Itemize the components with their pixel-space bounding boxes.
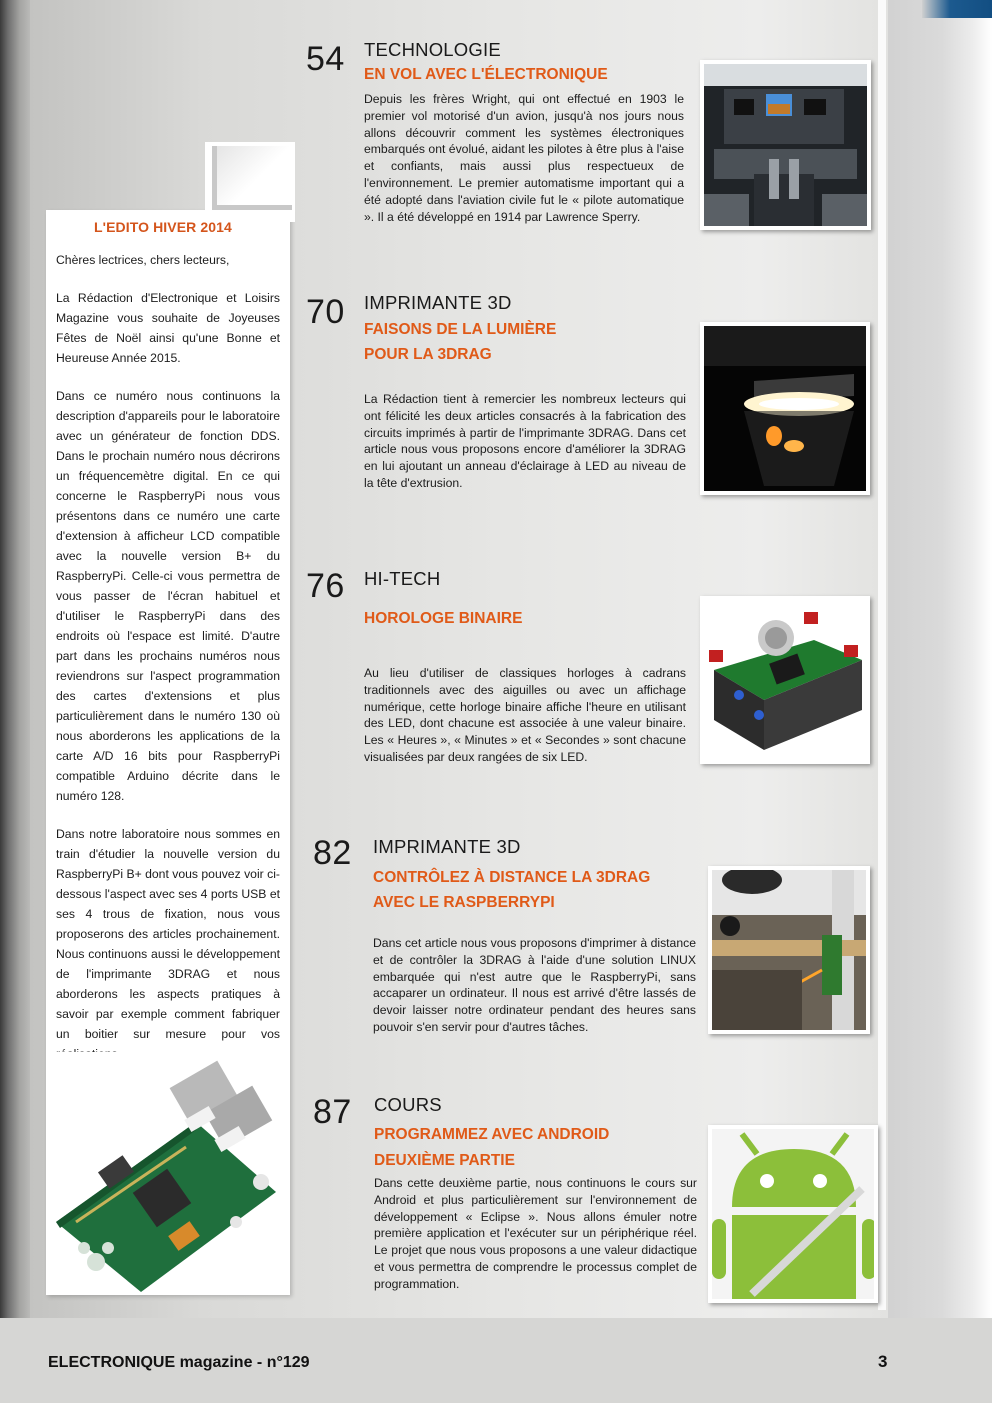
article-category: HI-TECH xyxy=(364,568,441,589)
article-category: TECHNOLOGIE xyxy=(364,39,501,60)
edito-title: L'EDITO HIVER 2014 xyxy=(94,219,232,235)
document-icon xyxy=(212,146,292,210)
cover-corner xyxy=(922,0,992,18)
article-category: IMPRIMANTE 3D xyxy=(364,292,512,313)
led-ring-photo xyxy=(700,322,870,495)
article-summary: Au lieu d'utiliser de classiques horloges à cadrans traditionnels avec des aiguilles ou avec un affichage numérique, cette horloge binaire affiche l'heure en utilisant des LED, dont chacune est associée à une valeur binaire. Les « Heures », « Minutes » et « Secondes » sont chacune visualisées par deux rangées de six LED. xyxy=(364,666,686,764)
article-page-number: 54 xyxy=(306,40,345,78)
article-summary: La Rédaction tient à remercier les nombreux lecteurs qui ont félicité les deux articles consacrés à la fabrication des circuits imprimés à partir de l'imprimante 3DRAG. Dans cet article nous vous proposons encore d'améliorer la 3DRAG en lui ajoutant un anneau d'éclairage à LED au niveau de la tête d'extrusion. xyxy=(364,392,686,490)
edito-text xyxy=(56,250,280,1082)
article-title[interactable]: PROGRAMMEZ AVEC ANDROID xyxy=(374,1126,610,1143)
footer-page-number: 3 xyxy=(878,1352,888,1371)
article-title-line[interactable]: POUR LA 3DRAG xyxy=(364,346,492,363)
cockpit-photo xyxy=(700,60,871,230)
article-title[interactable]: FAISONS DE LA LUMIÈRE xyxy=(364,321,557,338)
article-title[interactable]: HOROLOGE BINAIRE xyxy=(364,610,523,627)
article-title-line[interactable]: AVEC LE RASPBERRYPI xyxy=(373,894,555,911)
page-border xyxy=(878,0,886,1310)
article-page-number: 82 xyxy=(313,834,352,872)
edito-paragraph: Chères lectrices, chers lecteurs, xyxy=(56,253,230,267)
article-title[interactable]: EN VOL AVEC L'ÉLECTRONIQUE xyxy=(364,66,608,83)
article-category: IMPRIMANTE 3D xyxy=(373,836,521,857)
binary-clock-photo xyxy=(700,596,870,764)
article-title-line[interactable]: DEUXIÈME PARTIE xyxy=(374,1152,515,1169)
android-logo-photo xyxy=(708,1125,878,1303)
edito-paragraph: Dans ce numéro nous continuons la description d'appareils pour le laboratoire avec un générateur de fonction DDS. Dans le prochain numéro nous décrirons un fréquencemètre digital. En ce qui concerne le RaspberryPi nous vous présentons dans ce numéro une carte d'extension à afficheur LCD compatible avec la nouvelle version B+ du RaspberryPi. Celle-ci vous permettra de vous passer de l'écran habituel et d'utiliser le RaspberryPi dans des endroits où l'espace est limité. D'autre part dans les prochains numéros nous reviendrons sur l'aspect programmation des cartes d'extensions et plus particulièrement dans le numéro 130 où nous aborderons les applications de la carte A/D 16 bits pour RaspberryPi compatible Arduino décrite dans le numéro 128. xyxy=(56,389,280,803)
page-edge-right xyxy=(872,0,992,1403)
edito-paragraph: La Rédaction d'Electronique et Loisirs Magazine vous souhaite de Joyeuses Fêtes de Noël ainsi qu'une Bonne et Heureuse Année 2015. xyxy=(56,291,280,365)
article-summary: Depuis les frères Wright, qui ont effectué en 1903 le premier vol motorisé d'un avion, jusqu'à nos jours nous allons découvrir comment les systèmes électroniques embarqués ont évolué, aidant les pilotes à être plus à l'aise et confiants, mais aussi plus respectueux de l'environnement. Le premier automatisme important qui a été adopté dans l'aviation civile fut le « pilote automatique ». Il a été développé en 1914 par Lawrence Sperry. xyxy=(364,92,684,224)
raspberrypi-3drag-photo xyxy=(708,866,870,1034)
article-summary: Dans cet article nous vous proposons d'imprimer à distance et de contrôler la 3DRAG à l'aide d'une solution LINUX embarquée qui n'est autre que le RaspberryPi, sans accaparer un ordinateur. Il nous est arrivé d'être lassés de devoir laisser notre ordinateur pendant des heures sans pouvoir s'en servir pour d'autres tâches. xyxy=(373,936,696,1034)
raspberrypi-board-image xyxy=(46,1052,290,1295)
article-title[interactable]: CONTRÔLEZ À DISTANCE LA 3DRAG xyxy=(373,869,651,886)
edito-paragraph: Dans notre laboratoire nous sommes en train d'étudier la nouvelle version du RaspberryPi B+ dont vous pouvez voir ci-dessous l'aspect avec ses 4 ports USB et ses 4 trous de fixation, nous vous proposerons des articles prochainement. Nous continuons aussi le développement de l'imprimante 3DRAG et nous aborderons les aspects pratiques à savoir par exemple comment fabriquer un boitier sur mesure pour vos xyxy=(56,827,280,1041)
article-category: COURS xyxy=(374,1094,442,1115)
article-summary: Dans cette deuxième partie, nous continuons le cours sur Android et plus particulièrement sur l'environnement de développement « Eclipse ». Nous allons émuler notre première application et l'exécuter sur un périphérique réel. Le projet que nous vous proposons a une valeur didactique et vous permettra de comprendre le processus complet de programmation. xyxy=(374,1176,697,1291)
article-page-number: 70 xyxy=(306,293,345,331)
article-page-number: 87 xyxy=(313,1093,352,1131)
article-page-number: 76 xyxy=(306,567,345,605)
footer-magazine-title: ELECTRONIQUE magazine - n°129 xyxy=(48,1354,310,1371)
